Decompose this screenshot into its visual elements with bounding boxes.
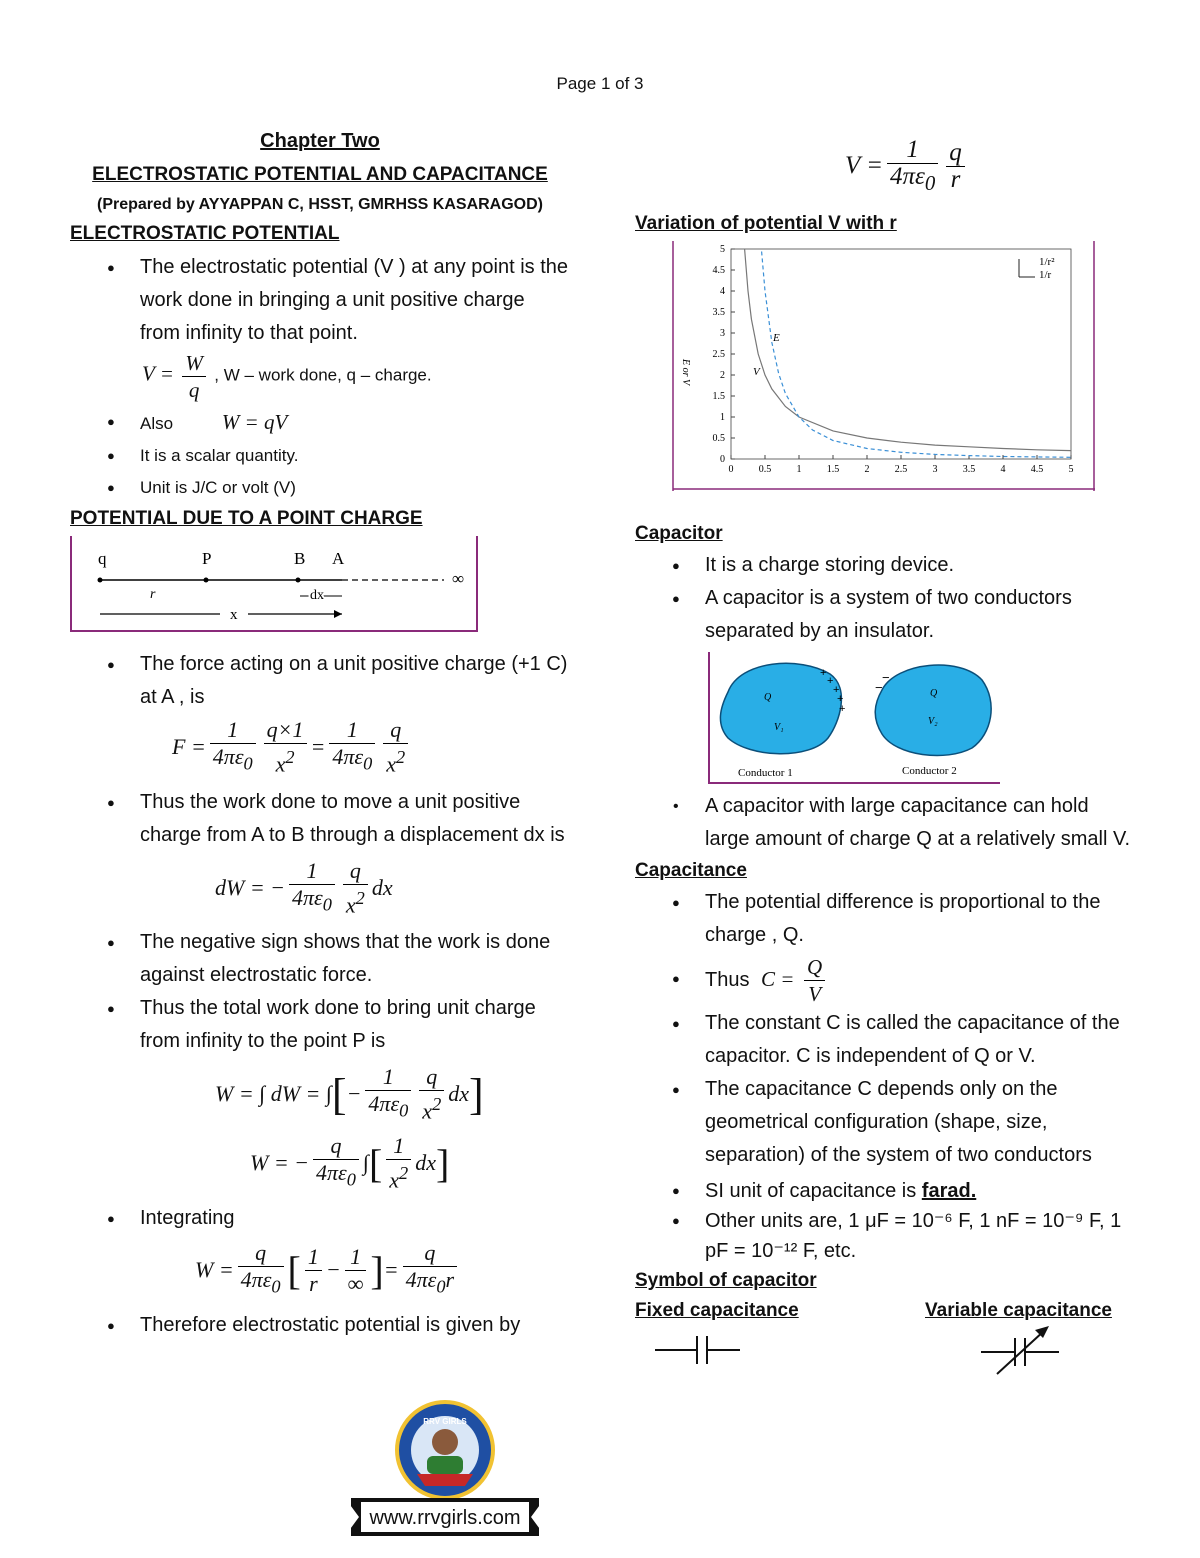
right-column	[635, 125, 1135, 1386]
label-dx: dx	[310, 588, 324, 603]
x-tick-label: 0.5	[758, 464, 772, 475]
svg-text:−: −	[875, 680, 883, 695]
variation-chart	[635, 241, 1095, 491]
svg-text:+: +	[833, 684, 840, 696]
x-tick-label: 3.5	[962, 464, 976, 475]
force-equation: F = $\frac{1}{4\pi\varepsilon_0}$ $\frac{q\times 1}{x^2}$ = $\frac{1}{4\pi\varepsilon_0}$ $\frac{q}{x^2}$	[172, 714, 570, 780]
y-tick-label: 3	[720, 328, 725, 339]
fixed-capacitance-label: Fixed capacitance	[635, 1300, 799, 1322]
fixed-capacitor-symbol	[655, 1336, 740, 1364]
capacitor-bullet-2: ● A capacitor is a system of two conductors separated by an insulator.	[635, 582, 1135, 648]
capacitance-title: Capacitance	[635, 860, 747, 881]
capacitance-bullet-5: ● SI unit of capacitance is farad.	[635, 1176, 1135, 1206]
symbol-title: Symbol of capacitor	[635, 1270, 817, 1292]
y-tick-label: 4.5	[712, 265, 725, 276]
also-bullet: ● Also W = qV	[70, 406, 570, 440]
variation-title: Variation of potential V with r	[635, 213, 897, 234]
x-tick-label: 2	[864, 464, 870, 475]
section-title-potential: ELECTROSTATIC POTENTIAL	[70, 223, 340, 244]
integral-equation-1: W = ∫ dW = ∫ [ − $\frac{1}{4\pi\varepsilon_0}$ $\frac{q}{x^2}$ dx ]	[215, 1063, 484, 1124]
capacitance-bullet-2: ● Thus C = $\frac{Q}{V}$	[635, 952, 1135, 1007]
series-line-v	[745, 249, 1071, 451]
capacitance-bullet-1: ● The potential difference is proportional to the charge , Q.	[635, 886, 1135, 952]
svg-text:V₁: V₁	[774, 722, 784, 733]
scalar-bullet: ● It is a scalar quantity.	[70, 440, 570, 472]
chapter-heading: Chapter Two	[260, 130, 380, 152]
label-a: A	[332, 549, 345, 568]
document-title: ELECTROSTATIC POTENTIAL AND CAPACITANCE	[92, 164, 548, 185]
point-charge-diagram	[72, 536, 476, 630]
curve-label-e: E	[773, 332, 780, 344]
integral-equation-2: W = − $\frac{q}{4\pi\varepsilon_0}$ ∫ [ $\frac{1}{x^2}$ dx ]	[250, 1132, 450, 1193]
label-infinity: ∞	[452, 569, 465, 588]
integrating-bullet: ● Integrating	[70, 1202, 570, 1235]
integrated-equation: W = $\frac{q}{4\pi\varepsilon_0}$ [ $\frac{1}{r}$ − $\frac{1}{\infty}$ ] = $\frac{q}{4\pi\varepsilon_0r}$	[195, 1235, 570, 1305]
rrvgirls-logo	[345, 1398, 545, 1553]
x-tick-label: 3	[932, 464, 938, 475]
unit-bullet: ● Unit is J/C or volt (V)	[70, 472, 570, 504]
curve-label-v: V	[753, 366, 760, 378]
left-column	[70, 125, 570, 1342]
svg-text:V₂: V₂	[928, 716, 938, 727]
conductor-1-label: Conductor 1	[738, 767, 793, 779]
label-q: q	[98, 549, 107, 568]
series-line-e	[762, 252, 1071, 458]
x-tick-label: 2.5	[894, 464, 908, 475]
y-tick-label: 3.5	[712, 307, 725, 318]
charge-point	[98, 578, 103, 583]
definition-bullet: ● The electrostatic potential (V ) at any point is the work done in bringing a unit positive charge from infinity to that point.	[70, 251, 570, 350]
x-tick-label: 4	[1000, 464, 1006, 475]
point-charge-figure	[70, 536, 478, 632]
negative-sign-bullet: ● The negative sign shows that the work is done against electrostatic force.	[70, 926, 570, 992]
y-tick-label: 0.5	[712, 433, 725, 444]
work-equation: dW = − $\frac{1}{4\pi\varepsilon_0}$ $\frac{q}{x^2}$ dx	[215, 857, 393, 918]
conductor-2-shape	[875, 665, 991, 755]
svg-text:+: +	[820, 667, 827, 679]
legend-1: 1/r²	[1039, 256, 1055, 268]
plot-area	[731, 249, 1071, 459]
definition-equation: V = $\frac{W}{q}$ , W – work done, q – charge.	[142, 351, 432, 402]
footer-website: www.rrvgirls.com	[369, 1507, 521, 1529]
point-p	[204, 578, 209, 583]
force-bullet: ● The force acting on a unit positive charge (+1 C) at A , is	[70, 648, 570, 714]
x-tick-label: 1	[796, 464, 802, 475]
svg-text:+: +	[827, 675, 834, 687]
label-r: r	[150, 587, 156, 602]
page-number: Page 1 of 3	[556, 74, 644, 93]
capacitance-bullet-4: ● The capacitance C depends only on the geometrical configuration (shape, size, separation) of the system of two conductors	[635, 1073, 1135, 1172]
svg-text:RRV GIRLS: RRV GIRLS	[423, 1417, 467, 1426]
conductors-figure	[708, 652, 1000, 784]
capacitor-title: Capacitor	[635, 523, 723, 544]
capacitor-bullet-1: ● It is a charge storing device.	[635, 549, 1135, 582]
prepared-by: (Prepared by AYYAPPAN C, HSST, GMRHSS KASARAGOD)	[96, 196, 543, 213]
therefore-bullet: ● Therefore electrostatic potential is given by	[70, 1309, 570, 1342]
point-b	[296, 578, 301, 583]
capacitance-bullet-6: ● Other units are, 1 μF = 10⁻⁶ F, 1 nF = 10⁻⁹ F, 1 pF = 10⁻¹² F, etc.	[635, 1206, 1135, 1266]
capacitance-bullet-3: ● The constant C is called the capacitance of the capacitor. C is independent of Q or V.	[635, 1007, 1135, 1073]
footer-logo	[345, 1398, 545, 1553]
y-tick-label: 4	[720, 286, 725, 297]
y-tick-label: 5	[720, 244, 725, 255]
total-work-bullet: ● Thus the total work done to bring unit charge from infinity to the point P is	[70, 992, 570, 1058]
svg-text:+: +	[837, 693, 844, 705]
svg-text:−: −	[882, 670, 890, 685]
section-title-point-charge: POTENTIAL DUE TO A POINT CHARGE	[70, 508, 423, 529]
svg-text:Q: Q	[930, 688, 938, 699]
y-tick-label: 1.5	[712, 391, 725, 402]
y-tick-label: 0	[720, 454, 725, 465]
x-tick-label: 4.5	[1030, 464, 1044, 475]
variable-capacitance-label: Variable capacitance	[925, 1300, 1112, 1322]
capacitor-bullet-3: • A capacitor with large capacitance can hold large amount of charge Q at a relatively small V.	[635, 790, 1135, 856]
y-axis-label: E or V	[680, 359, 691, 386]
potential-equation: V = $\frac{1}{4\pi\varepsilon_0}$ $\frac{q}{r}$	[845, 125, 1135, 207]
legend-2: 1/r	[1039, 269, 1052, 281]
work-bullet: ● Thus the work done to move a unit positive charge from A to B through a displacement dx is	[70, 786, 570, 852]
label-p: P	[202, 549, 212, 568]
x-tick-label: 5	[1068, 464, 1074, 475]
x-tick-label: 0	[728, 464, 734, 475]
capacitor-symbols	[635, 1326, 1135, 1386]
variable-capacitor-symbol	[981, 1326, 1059, 1374]
y-tick-label: 2.5	[712, 349, 725, 360]
conductors-diagram	[710, 652, 1000, 782]
y-tick-label: 2	[720, 370, 725, 381]
conductor-2-label: Conductor 2	[902, 765, 957, 777]
label-x: x	[230, 607, 238, 623]
label-b: B	[294, 549, 306, 568]
y-tick-label: 1	[720, 412, 725, 423]
svg-text:+: +	[839, 703, 846, 715]
svg-text:Q: Q	[764, 692, 772, 703]
variation-chart-frame	[635, 241, 1095, 491]
x-tick-label: 1.5	[826, 464, 840, 475]
